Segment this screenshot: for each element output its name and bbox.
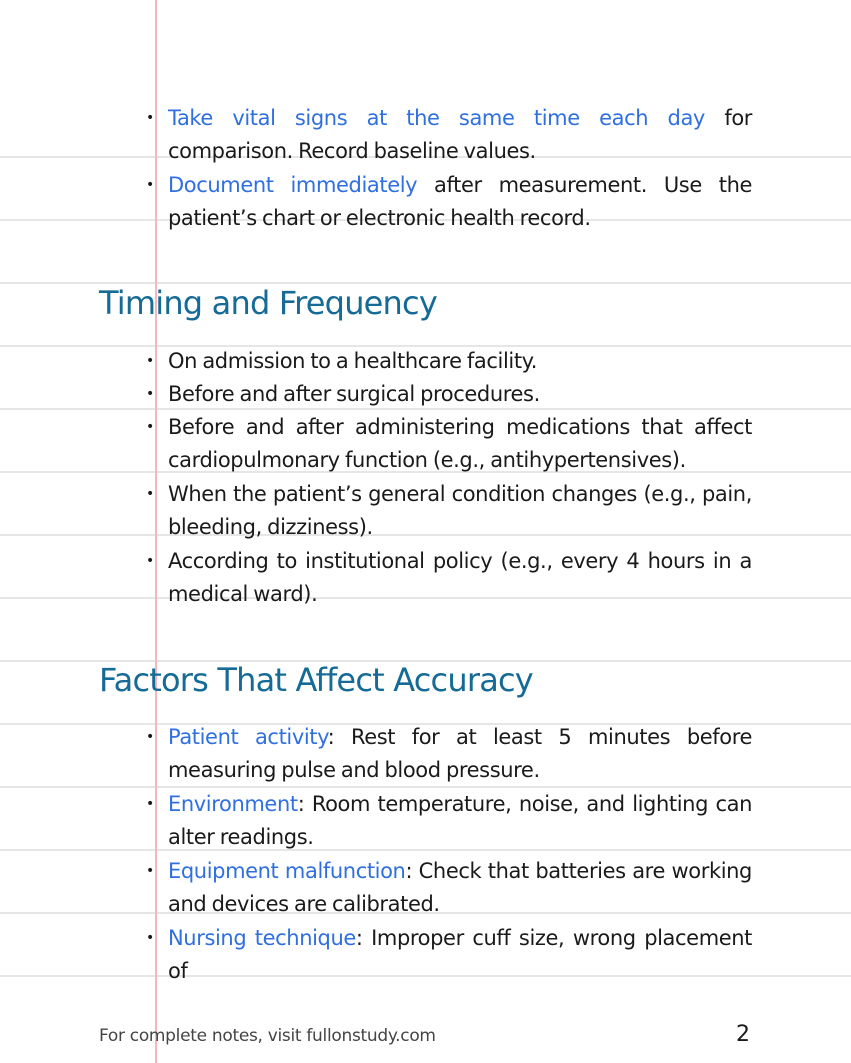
section-heading-timing: Timing and Frequency [99, 284, 437, 322]
footer-note: For complete notes, visit fullonstudy.com [99, 1026, 436, 1046]
bullet-text: Before and after surgical procedures. [168, 382, 540, 406]
bullet-text: after measurement. Use the patient’s chart or electronic health record. [168, 173, 752, 230]
bullet-highlight: Patient activity [168, 725, 328, 749]
section-heading-factors: Factors That Affect Accuracy [99, 661, 533, 699]
bullet-text: : Improper cuff size, wrong placement of [168, 926, 753, 983]
bullet-highlight: Document immediately [168, 173, 418, 197]
bullet-text: On admission to a healthcare facility. [168, 349, 537, 373]
list-item [168, 478, 752, 544]
bullet-text: : Room temperature, noise, and lighting can alter readings. [168, 792, 752, 849]
bullet-text: : Rest for at least 5 minutes before measuring pulse and blood pressure. [168, 725, 752, 782]
list-item [168, 102, 752, 168]
list-item [168, 411, 752, 477]
bullet-text: : Check that batteries are working and devices are calibrated. [168, 859, 752, 916]
list-item [168, 788, 752, 854]
margin-line [155, 0, 157, 1063]
list-item [168, 545, 752, 611]
page-number: 2 [736, 1022, 750, 1047]
bullet-highlight: Take vital signs at the same time each day [168, 106, 705, 130]
list-item [168, 855, 752, 921]
bullet-text: for comparison. Record baseline values. [168, 106, 752, 163]
bullet-text: When the patient’s general condition changes (e.g., pain, bleeding, dizziness). [168, 482, 752, 539]
bullet-highlight: Environment [168, 792, 298, 816]
bullet-highlight: Equipment malfunction [168, 859, 406, 883]
list-item [168, 721, 752, 787]
bullet-highlight: Nursing technique [168, 926, 356, 950]
list-item [168, 922, 752, 988]
list-item [168, 345, 752, 378]
list-item [168, 169, 752, 235]
list-item [168, 378, 752, 411]
bullet-text: According to institutional policy (e.g., every 4 hours in a medical ward). [168, 549, 752, 606]
bullet-text: Before and after administering medications that affect cardiopulmonary function (e.g., antihypertensives). [168, 415, 752, 472]
